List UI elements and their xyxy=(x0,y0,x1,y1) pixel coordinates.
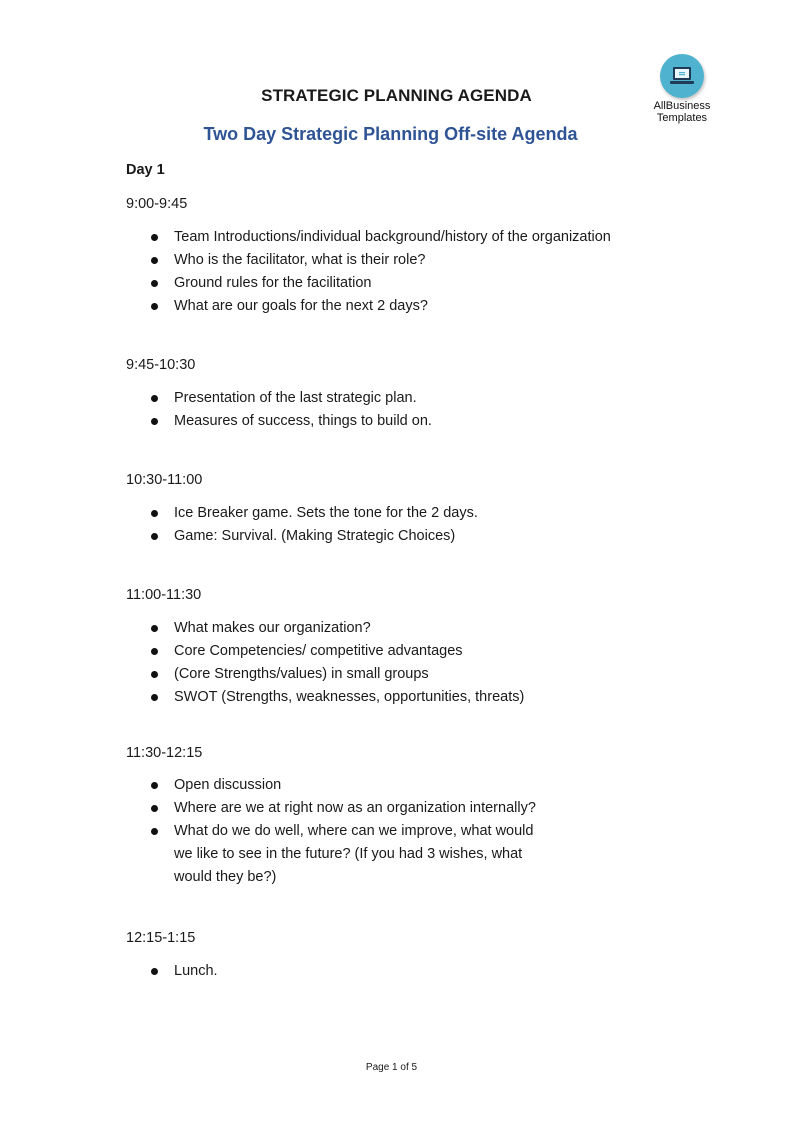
list-item: Game: Survival. (Making Strategic Choices) xyxy=(150,525,534,548)
time-slot: 11:30-12:15 xyxy=(126,745,203,761)
list-item: Presentation of the last strategic plan. xyxy=(150,387,534,410)
agenda-list xyxy=(150,502,534,548)
bullet-icon xyxy=(151,828,158,835)
bullet-icon xyxy=(151,625,158,632)
bullet-icon xyxy=(151,510,158,517)
bullet-icon xyxy=(151,303,158,310)
bullet-icon xyxy=(151,280,158,287)
agenda-list xyxy=(150,617,694,709)
list-item: Ground rules for the facilitation xyxy=(150,272,694,295)
page-number: Page 1 of 5 xyxy=(365,1062,418,1073)
list-item: What do we do well, where can we improve, what would we like to see in the future? (If you had 3 wishes, what would they be?) xyxy=(150,820,534,889)
logo-text-line1: AllBusiness xyxy=(653,100,711,112)
agenda-list xyxy=(150,226,694,318)
bullet-icon xyxy=(151,418,158,425)
time-slot: 10:30-11:00 xyxy=(126,472,203,488)
time-slot: 9:45-10:30 xyxy=(126,357,196,373)
list-item: What makes our organization? xyxy=(150,617,694,640)
agenda-list xyxy=(150,774,694,889)
day-label: Day 1 xyxy=(126,162,165,178)
bullet-icon xyxy=(151,782,158,789)
time-slot: 12:15-1:15 xyxy=(126,930,196,946)
list-item: Who is the facilitator, what is their role? xyxy=(150,249,694,272)
bullet-icon xyxy=(151,968,158,975)
list-item: Team Introductions/individual background/history of the organization xyxy=(150,226,694,249)
agenda-list xyxy=(150,387,534,433)
list-item: What are our goals for the next 2 days? xyxy=(150,295,694,318)
list-item: Open discussion xyxy=(150,774,694,797)
bullet-icon xyxy=(151,257,158,264)
list-item: SWOT (Strengths, weaknesses, opportunities, threats) xyxy=(150,686,694,709)
list-item: Ice Breaker game. Sets the tone for the 2 days. xyxy=(150,502,534,525)
list-item: Where are we at right now as an organization internally? xyxy=(150,797,694,820)
list-item: Lunch. xyxy=(150,960,534,983)
bullet-icon xyxy=(151,648,158,655)
list-item: (Core Strengths/values) in small groups xyxy=(150,663,694,686)
bullet-icon xyxy=(151,234,158,241)
list-item: Measures of success, things to build on. xyxy=(150,410,534,433)
bullet-icon xyxy=(151,805,158,812)
bullet-icon xyxy=(151,671,158,678)
list-item: Core Competencies/ competitive advantages xyxy=(150,640,694,663)
time-slot: 11:00-11:30 xyxy=(126,587,202,603)
document-subtitle: Two Day Strategic Planning Off-site Agenda xyxy=(203,124,578,144)
logo-text-line2: Templates xyxy=(656,112,708,124)
bullet-icon xyxy=(151,533,158,540)
time-slot: 9:00-9:45 xyxy=(126,196,188,212)
bullet-icon xyxy=(151,694,158,701)
bullet-icon xyxy=(151,395,158,402)
agenda-list xyxy=(150,960,534,983)
document-title: STRATEGIC PLANNING AGENDA xyxy=(261,86,532,105)
